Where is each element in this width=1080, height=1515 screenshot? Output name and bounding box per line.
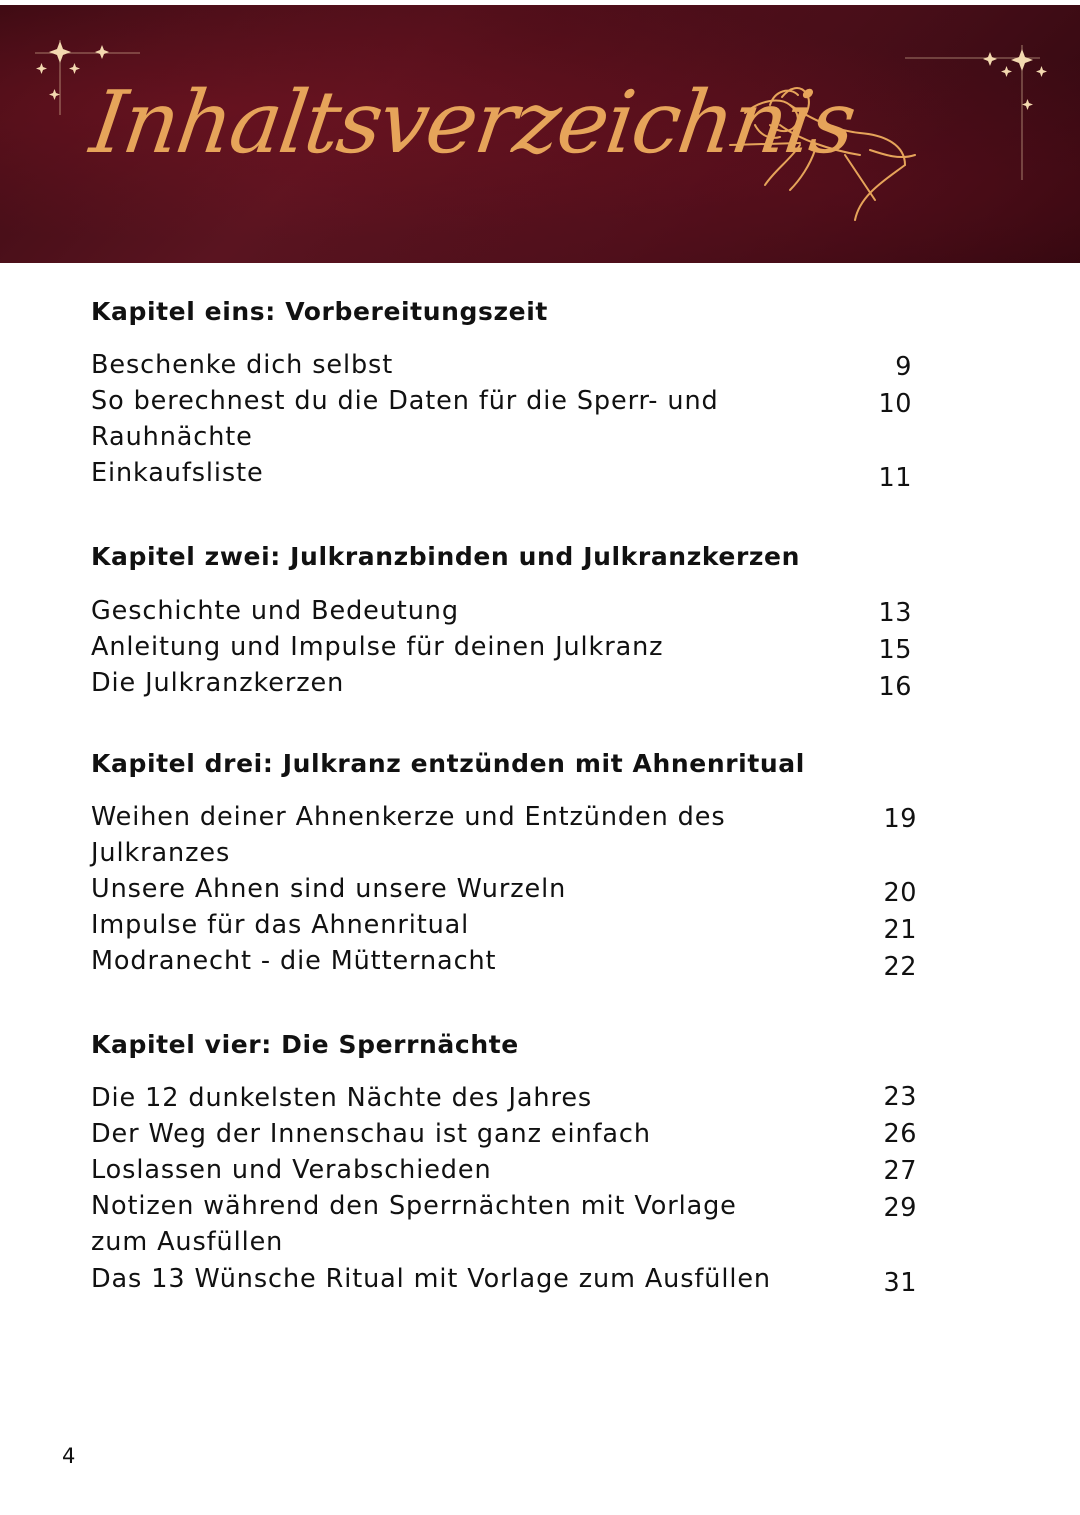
toc-entry[interactable]: Die Julkranzkerzen — [91, 668, 345, 698]
chapter-title: Kapitel vier: Die Sperrnächte — [91, 1030, 519, 1059]
chapter-title: Kapitel eins: Vorbereitungszeit — [91, 297, 548, 326]
toc-page-number: 27 — [883, 1156, 917, 1186]
toc-entry[interactable]: Die 12 dunkelsten Nächte des Jahres — [91, 1083, 593, 1113]
toc-page-number: 15 — [878, 635, 912, 665]
toc-page-number: 29 — [883, 1193, 917, 1223]
toc-page-number: 22 — [883, 952, 917, 982]
toc-entry[interactable]: Modranecht - die Mütternacht — [91, 946, 497, 976]
toc-entry[interactable]: Anleitung und Impulse für deinen Julkranz — [91, 632, 664, 662]
page-title: Inhaltsverzeichnis — [84, 73, 861, 173]
toc-page-number: 11 — [878, 463, 912, 493]
sparkle-right-icon — [905, 45, 1047, 180]
chapter-title: Kapitel drei: Julkranz entzünden mit Ahnenritual — [91, 749, 805, 778]
toc-entry[interactable]: Loslassen und Verabschieden — [91, 1155, 492, 1185]
toc-entry[interactable]: Einkaufsliste — [91, 458, 264, 488]
toc-entry[interactable]: Geschichte und Bedeutung — [91, 596, 459, 626]
toc-page-number: 16 — [878, 672, 912, 702]
chapter-title: Kapitel zwei: Julkranzbinden und Julkranzkerzen — [91, 542, 800, 571]
toc-entry[interactable]: Notizen während den Sperrnächten mit Vorlage zum Ausfüllen — [91, 1191, 737, 1257]
header-banner — [0, 5, 1080, 263]
footer-page-number: 4 — [62, 1444, 76, 1468]
toc-entry[interactable]: Beschenke dich selbst — [91, 350, 394, 380]
toc-page-number: 10 — [878, 389, 912, 419]
toc-entry[interactable]: Weihen deiner Ahnenkerze und Entzünden des Julkranzes — [91, 802, 726, 868]
toc-entry[interactable]: Impulse für das Ahnenritual — [91, 910, 470, 940]
toc-page-number: 23 — [883, 1082, 917, 1112]
toc-page-number: 13 — [878, 598, 912, 628]
toc-page-number: 26 — [883, 1119, 917, 1149]
toc-entry[interactable]: Der Weg der Innenschau ist ganz einfach — [91, 1119, 651, 1149]
toc-page-number: 19 — [883, 804, 917, 834]
toc-entry[interactable]: Das 13 Wünsche Ritual mit Vorlage zum Ausfüllen — [91, 1264, 771, 1294]
toc-page-number: 31 — [883, 1268, 917, 1298]
toc-page-number: 21 — [883, 915, 917, 945]
toc-entry[interactable]: So berechnest du die Daten für die Sperr- und Rauhnächte — [91, 386, 719, 452]
toc-page-number: 20 — [883, 878, 917, 908]
toc-entry[interactable]: Unsere Ahnen sind unsere Wurzeln — [91, 874, 567, 904]
toc-page-number: 9 — [895, 352, 912, 382]
